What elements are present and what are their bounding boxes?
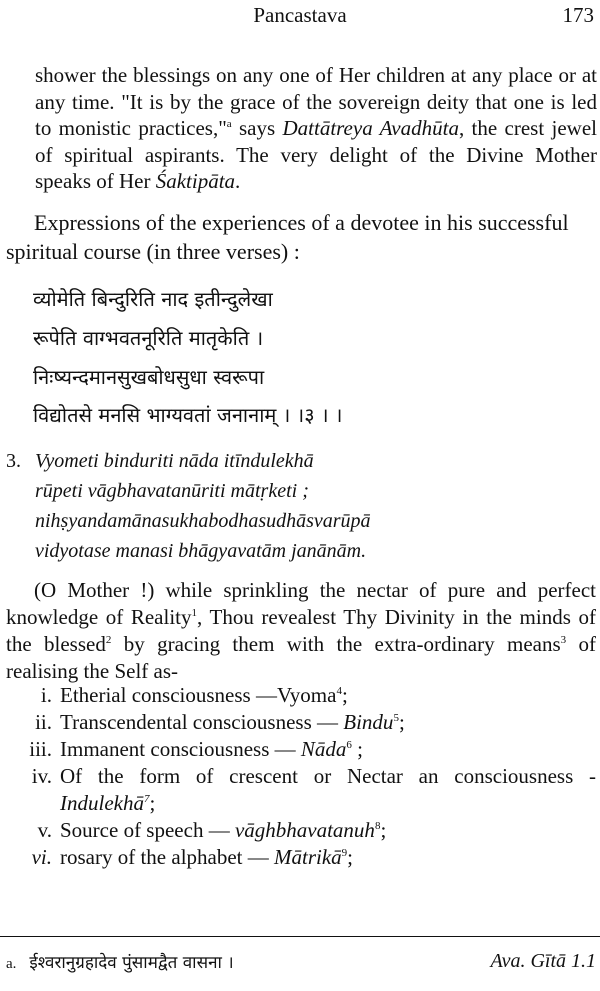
para1-text: shower the blessings on any one of Her children at any place or at any time. "It is by the grace of the sovereign deity that one is led to monistic practices," bbox=[35, 63, 597, 140]
list-number: iv. bbox=[31, 764, 52, 788]
list-term: Indulekhā bbox=[60, 791, 144, 815]
list-term: vāghbhavatanuh bbox=[234, 818, 375, 842]
list-item bbox=[0, 709, 600, 736]
para3-c: by gracing them with the extra-ordinary means bbox=[111, 632, 561, 656]
list-end: ; bbox=[341, 683, 348, 707]
list-number: i. bbox=[40, 683, 52, 707]
commentary-paragraph bbox=[6, 577, 596, 685]
transliteration-block bbox=[6, 446, 371, 566]
footnote-mark: a. bbox=[6, 956, 17, 972]
paragraph-continuation bbox=[35, 62, 597, 195]
sanskrit-verse-line-2: रूपेति वाग्भवतनूरिति मातृकेति । bbox=[33, 326, 264, 350]
list-text: Of the form of crescent or Nectar an consciousness - bbox=[60, 764, 596, 788]
list-end: ; bbox=[149, 791, 156, 815]
list-number: iii. bbox=[29, 737, 52, 761]
footnote-ref: 6 bbox=[346, 739, 352, 751]
list-item bbox=[0, 682, 600, 709]
list-text: Source of speech — bbox=[60, 818, 235, 842]
term-saktipata: Śaktipāta bbox=[155, 169, 236, 193]
list-text: Immanent consciousness — bbox=[60, 737, 301, 761]
running-header-title: Pancastava bbox=[253, 3, 347, 27]
list-number: vi. bbox=[31, 845, 52, 869]
list-text: Transcendental consciousness — bbox=[60, 710, 344, 734]
list-text: Etherial consciousness —Vyoma bbox=[60, 683, 337, 707]
list-end: ; bbox=[380, 818, 387, 842]
list-term: Mātrikā bbox=[274, 845, 342, 869]
page-number: 173 bbox=[562, 3, 594, 27]
verse-number: 3. bbox=[6, 450, 21, 472]
para3-b: , Thou revealest Thy Divinity in the minds of the blessed bbox=[6, 605, 596, 656]
para1-says: says bbox=[231, 116, 283, 140]
footnote-ref-2: 2 bbox=[105, 634, 112, 646]
transliteration-line-2: rūpeti vāgbhavatanūriti mātṛketi ; bbox=[35, 480, 309, 502]
footnote bbox=[6, 950, 596, 974]
footnote-source-text: Ava. Gītā 1.1 bbox=[490, 950, 596, 972]
list-end: ; bbox=[398, 710, 405, 734]
para1-text-b: , the crest jewel of spiritual aspirants. The very delight of the Divine Mother speaks of Her bbox=[35, 116, 597, 193]
list-number: ii. bbox=[35, 710, 52, 734]
author-name: Dattātreya Avadhūta bbox=[282, 116, 459, 140]
transliteration-line-3: nihṣyandamānasukhabodhasudhāsvarūpā bbox=[35, 510, 371, 532]
footnote-ref: 4 bbox=[336, 685, 342, 697]
list-term: Bindu bbox=[343, 710, 394, 734]
forms-list bbox=[0, 682, 600, 871]
list-text: rosary of the alphabet — bbox=[60, 845, 275, 869]
list-term: Nāda bbox=[300, 737, 347, 761]
footnote-ref: 5 bbox=[393, 712, 399, 724]
footnote-sanskrit: ईश्वरानुग्रहादेव पुंसामद्वैत वासना । bbox=[29, 953, 234, 973]
list-end: ; bbox=[351, 737, 363, 761]
list-item bbox=[0, 817, 600, 844]
sanskrit-verse-line-3: निःष्यन्दमानसुखबोधसुधा स्वरूपा bbox=[33, 365, 265, 389]
footnote-ref: 9 bbox=[341, 847, 348, 859]
verse-intro-paragraph: Expressions of the experiences of a devotee in his successful spiritual course (in three verses) : bbox=[6, 210, 569, 264]
transliteration-line-1: Vyometi binduriti nāda itīndulekhā bbox=[35, 450, 314, 472]
list-item bbox=[0, 844, 600, 871]
list-item bbox=[0, 763, 600, 817]
footnote-ref: 7 bbox=[143, 793, 150, 805]
footnote-ref-1: 1 bbox=[191, 607, 198, 619]
footnote-source bbox=[490, 950, 596, 973]
footnote-ref-a: a bbox=[226, 118, 232, 130]
para3-d: of realising the Self as- bbox=[6, 632, 597, 683]
footnote-ref: 8 bbox=[374, 820, 381, 832]
footnote-divider bbox=[0, 936, 600, 937]
list-item bbox=[0, 736, 600, 763]
sanskrit-verse-line-4: विद्योतसे मनसि भाग्यवतां जनानाम् । ।३ । । bbox=[33, 403, 343, 427]
para3-a: (O Mother !) while sprinkling the nectar of pure and perfect knowledge of Reality bbox=[6, 578, 596, 629]
transliteration-line-4: vidyotase manasi bhāgyavatām janānām. bbox=[35, 540, 367, 562]
sanskrit-verse-line-1: व्योमेति बिन्दुरिति नाद इतीन्दुलेखा bbox=[33, 287, 273, 311]
list-number: v. bbox=[37, 818, 52, 842]
para1-end: . bbox=[235, 169, 241, 193]
list-end: ; bbox=[347, 845, 354, 869]
footnote-ref-3: 3 bbox=[560, 634, 567, 646]
